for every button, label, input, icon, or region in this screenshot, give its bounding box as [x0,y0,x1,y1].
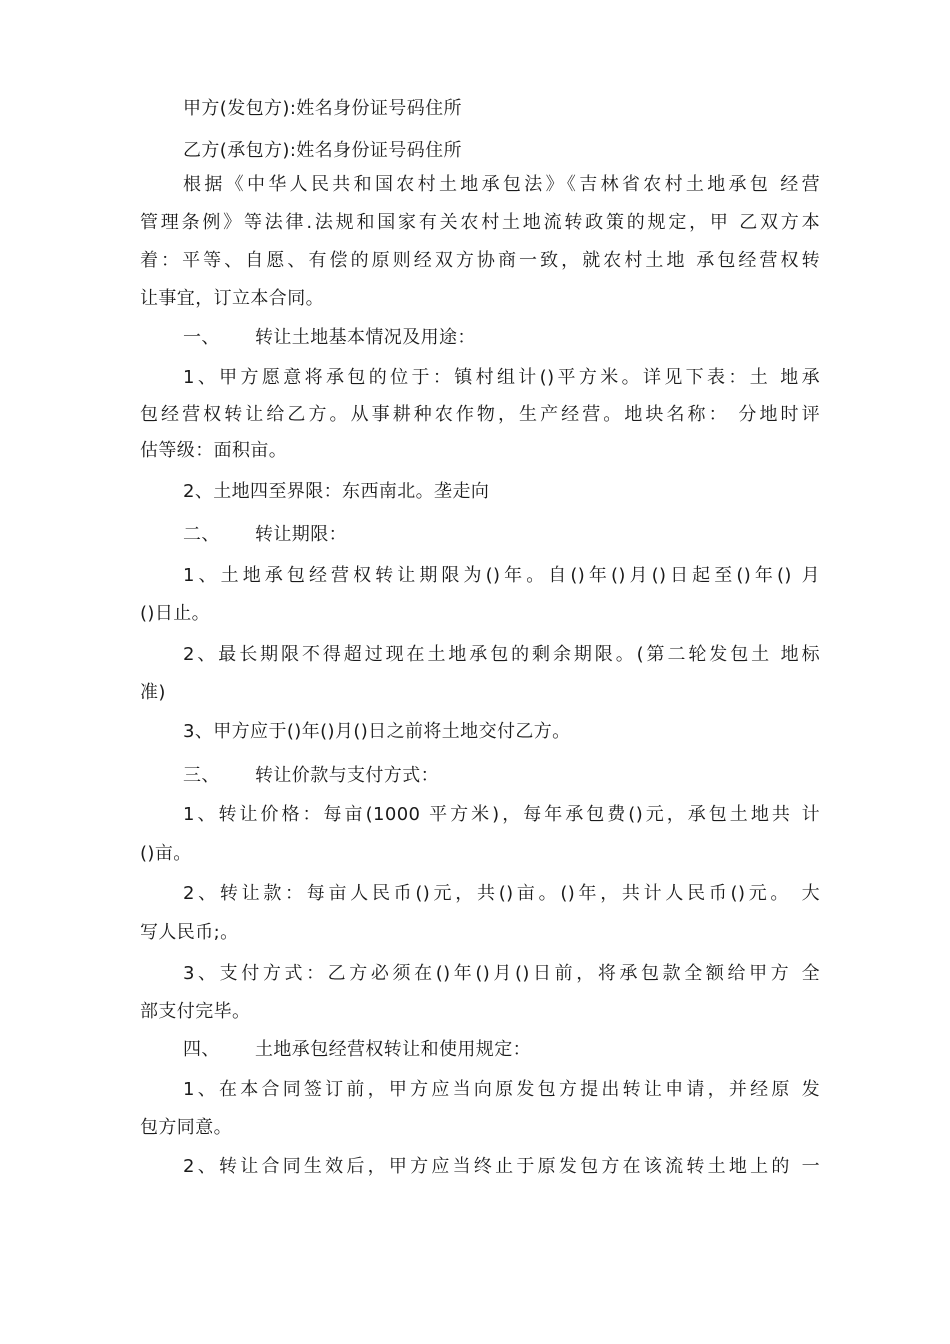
clause-line: 2、土地四至界限：东西南北。垄走向 [183,481,490,502]
section-number: 四、 [183,1039,220,1060]
clause-line: 估等级：面积亩。 [140,440,288,461]
clause-line: 1、甲方愿意将承包的位于：镇村组计()平方米。详见下表：土 地承 [183,367,820,388]
clause-line: 3、甲方应于()年()月()日之前将土地交付乙方。 [183,721,571,742]
preamble-line: 让事宜，订立本合同。 [140,288,324,309]
clause-line: 1、土地承包经营权转让期限为()年。自()年()月()日起至()年() 月 [183,565,820,586]
clause-line: 3、支付方式：乙方必须在()年()月()日前，将承包款全额给甲方 全 [183,963,820,984]
clause-line: ()亩。 [140,843,192,864]
clause-line: 准) [140,682,166,703]
section-number: 一、 [183,327,220,348]
clause-line: 写人民币;。 [140,922,239,943]
clause-line: 1、转让价格：每亩(1000 平方米)，每年承包费()元，承包土地共 计 [183,804,820,825]
clause-line: 包方同意。 [140,1117,232,1138]
section-title: 土地承包经营权转让和使用规定： [255,1039,531,1060]
clause-line: 1、在本合同签订前，甲方应当向原发包方提出转让申请，并经原 发 [183,1079,820,1100]
clause-line: 2、转让合同生效后，甲方应当终止于原发包方在该流转土地上的 一 [183,1156,820,1177]
section-title: 转让期限： [255,524,347,545]
preamble-line: 着：平等、自愿、有偿的原则经双方协商一致，就农村土地 承包经营权转 [140,250,820,271]
clause-line: 部支付完毕。 [140,1001,251,1022]
clause-line: ()日止。 [140,603,211,624]
preamble-line: 管理条例》等法律.法规和国家有关农村土地流转政策的规定，甲 乙双方本 [140,212,820,233]
section-heading [183,326,820,350]
section-title: 转让价款与支付方式： [255,765,439,786]
clause-line: 2、转让款：每亩人民币()元，共()亩。()年，共计人民币()元。 大 [183,883,820,904]
party-a-line: 甲方(发包方):姓名身份证号码住所 [183,98,462,119]
preamble-line: 根据《中华人民共和国农村土地承包法》《吉林省农村土地承包 经营 [183,174,820,195]
section-number: 二、 [183,524,220,545]
party-b-line: 乙方(承包方):姓名身份证号码住所 [183,140,462,161]
clause-line: 2、最长期限不得超过现在土地承包的剩余期限。(第二轮发包土 地标 [183,644,820,665]
clause-line: 包经营权转让给乙方。从事耕种农作物，生产经营。地块名称： 分地时评 [140,404,820,425]
section-number: 三、 [183,765,220,786]
section-heading [183,523,820,547]
section-title: 转让土地基本情况及用途： [255,327,476,348]
section-heading [183,1038,820,1062]
section-heading [183,764,820,788]
